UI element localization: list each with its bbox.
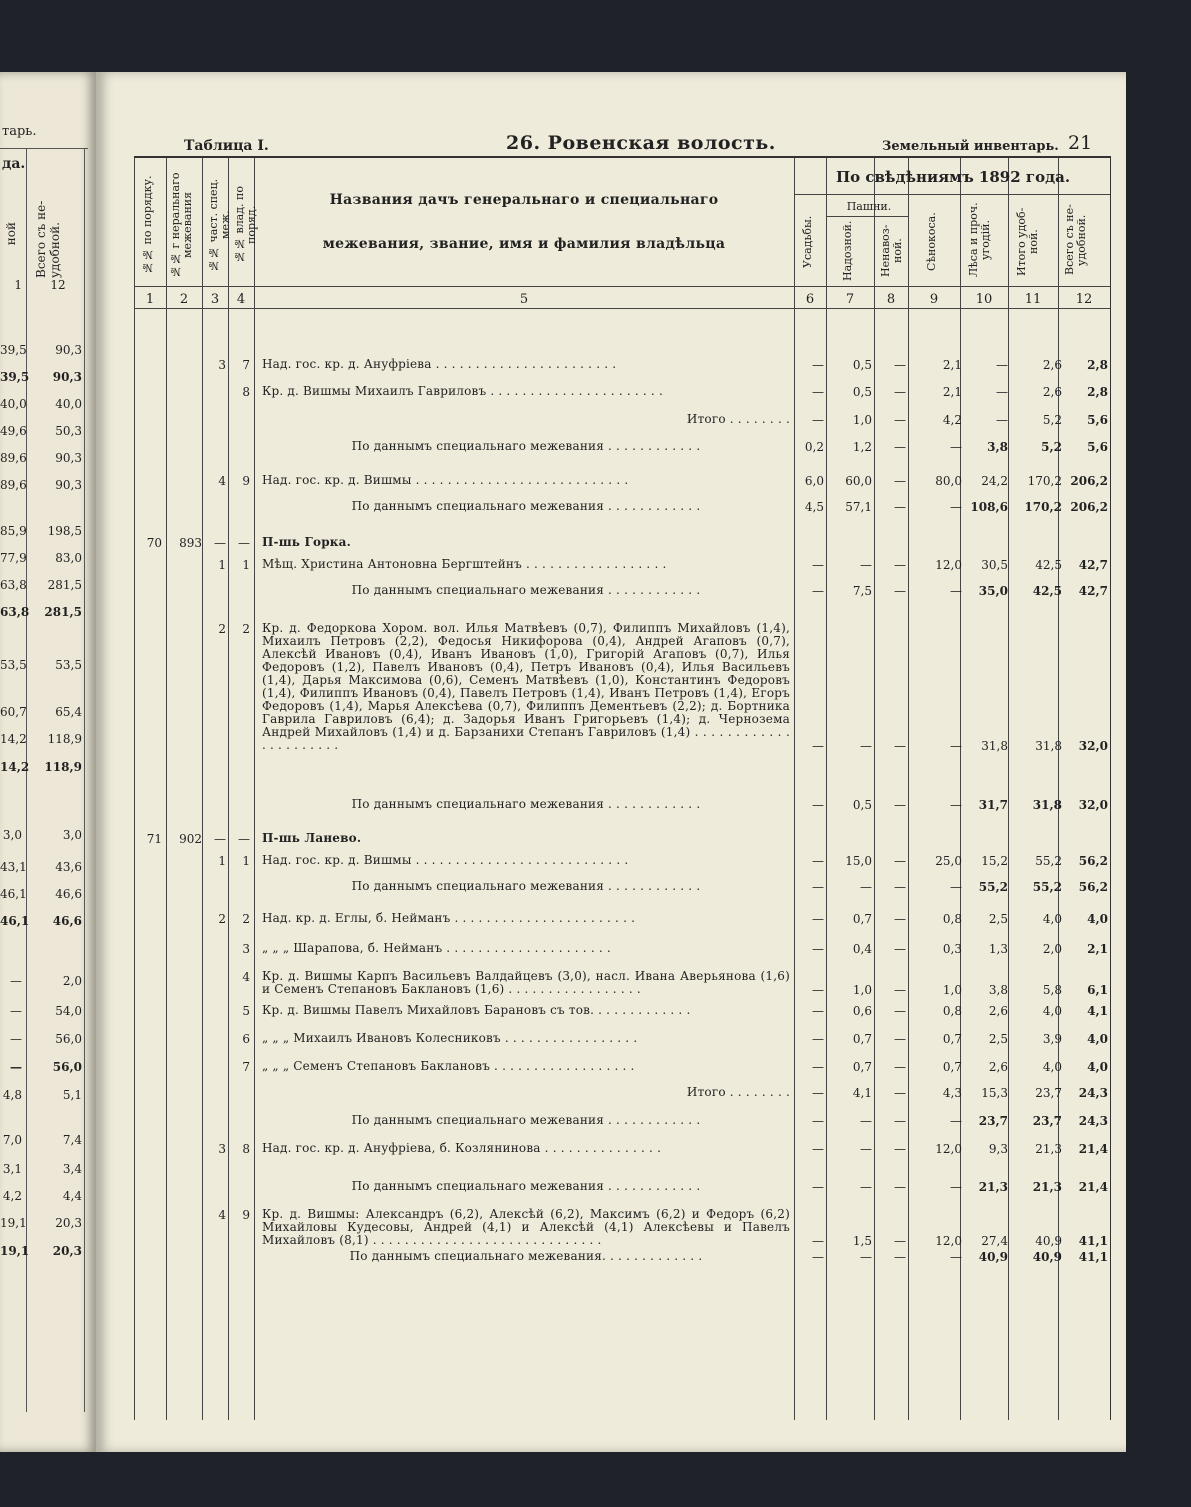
left-page-row: 46,1 46,6: [0, 887, 82, 901]
row-n4: 8: [242, 1142, 250, 1156]
cell-col-9: 0,8: [942, 1004, 962, 1018]
cell-col-6: —: [812, 558, 824, 572]
col-number: 4: [236, 292, 246, 307]
row-description: Над. гос. кр. д. Вишмы . . . . . . . . . . . . . . . . . . . . . . . . . . .: [262, 853, 629, 867]
cell-col-11: 40,9: [1035, 1234, 1062, 1248]
cell-col-6: —: [812, 1060, 824, 1074]
cell-col-8: —: [894, 500, 906, 514]
cell-col-12: 32,0: [1078, 798, 1108, 812]
row-n3: 1: [218, 558, 226, 572]
row-description: „ „ „ Семенъ Степановъ Баклановъ . . . . . . . . . . . . . . . . . .: [262, 1059, 635, 1073]
left-page-row: 19,1 20,3: [0, 1216, 82, 1230]
cell-col-10: 2,5: [988, 912, 1008, 926]
cell-col-9: —: [950, 440, 962, 454]
section-title: Земельный инвентарь.: [882, 139, 1059, 154]
left-page-header: тарь.: [2, 124, 37, 139]
left-page-row: 49,6 50,3: [0, 424, 82, 438]
cell-col-8: —: [894, 413, 906, 427]
cell-col-11: 5,2: [1042, 413, 1062, 427]
cell-col-8: —: [894, 739, 906, 753]
cell-col-12: 41,1: [1078, 1234, 1108, 1248]
left-page-row: — 56,0: [10, 1032, 82, 1046]
cell-col-11: 21,3: [1032, 1180, 1062, 1194]
cell-col-10: —: [996, 385, 1008, 399]
left-page-subheader: да.: [2, 156, 26, 172]
cell-col-6: —: [812, 385, 824, 399]
row-n4: 6: [242, 1032, 250, 1046]
col-header-5-line2: межевания, звание, имя и фамилия владѣльца: [322, 236, 726, 252]
cell-col-9: —: [950, 1180, 962, 1194]
row-n3: 1: [218, 854, 226, 868]
col-header-10: Лѣса и проч. угодій.: [967, 202, 992, 278]
cell-col-10: 9,3: [988, 1142, 1008, 1156]
left-page-row: — 56,0: [10, 1060, 82, 1074]
row-description: „ „ „ Шарапова, б. Нейманъ . . . . . . . . . . . . . . . . . . . . .: [262, 941, 611, 955]
left-col-label-2: Всего съ не-удобной.: [34, 200, 62, 278]
cell-col-8: —: [894, 440, 906, 454]
cell-col-6: —: [812, 1234, 824, 1248]
cell-col-9: 12,0: [935, 1234, 962, 1248]
left-page-row: 3,0 3,0: [2, 828, 82, 842]
cell-col-12: 32,0: [1078, 739, 1108, 753]
cell-col-7: —: [860, 880, 872, 894]
cell-col-8: —: [894, 854, 906, 868]
cell-col-10: 23,7: [978, 1114, 1008, 1128]
cell-col-8: —: [894, 1234, 906, 1248]
cell-col-7: —: [860, 1142, 872, 1156]
left-page-row: 39,5 90,3: [0, 343, 82, 357]
cell-col-6: —: [812, 1004, 824, 1018]
row-description: Кр. д. Вишмы Павелъ Михайловъ Барановъ съ тов. . . . . . . . . . . . .: [262, 1003, 691, 1017]
cell-col-8: —: [894, 358, 906, 372]
table-label: Таблица I.: [184, 138, 269, 154]
col-number: 1: [145, 292, 155, 307]
cell-col-9: 2,1: [942, 385, 962, 399]
cell-col-9: 12,0: [935, 1142, 962, 1156]
cell-col-10: 1,3: [988, 942, 1008, 956]
row-description: По даннымъ специальнаго межевания . . . . . . . . . . . .: [351, 797, 701, 811]
row-description: Итого . . . . . . . .: [686, 412, 790, 426]
row-description: Кр. д. Вишмы: Александръ (6,2), Алексѣй (6,2), Максимъ (6,2) и Федоръ (6,2) Михайловы Кудесовы, Андрей (4,1) и Алексѣй (4,1) Алексѣевы и Павелъ Михайловъ (8,1) . . . . . . . . . . . . . . . . . . . . . . . . . . . . .: [262, 1207, 790, 1247]
col-header-8: Ненавоз-ной.: [879, 224, 904, 278]
cell-col-7: 57,1: [845, 500, 872, 514]
cell-col-9: 1,0: [942, 983, 962, 997]
left-page-row: 40,0 40,0: [0, 397, 82, 411]
row-n4: 1: [242, 854, 250, 868]
cell-col-6: —: [812, 358, 824, 372]
cell-col-9: 0,3: [942, 942, 962, 956]
cell-col-8: —: [894, 1180, 906, 1194]
cell-col-10: 2,6: [988, 1060, 1008, 1074]
cell-col-8: —: [894, 1060, 906, 1074]
left-page-row: 7,0 7,4: [2, 1133, 82, 1147]
left-page-row: 89,6 90,3: [0, 451, 82, 465]
cell-col-7: 0,7: [852, 1060, 872, 1074]
col-header-6: Усадьбы.: [801, 215, 814, 269]
cell-col-6: —: [812, 880, 824, 894]
cell-col-7: 1,2: [852, 440, 872, 454]
left-col-label-1: ной: [4, 222, 18, 246]
col-header-1: №№ по порядку.: [141, 175, 154, 275]
left-page-row: 43,1 43,6: [0, 860, 82, 874]
row-n4: 9: [242, 1208, 250, 1222]
row-description: Над. гос. кр. д. Ануфріева . . . . . . . . . . . . . . . . . . . . . . .: [262, 357, 617, 371]
cell-col-8: —: [894, 912, 906, 926]
cell-col-12: 4,0: [1087, 1032, 1108, 1046]
cell-col-12: 4,1: [1087, 1004, 1108, 1018]
cell-col-12: 2,8: [1087, 358, 1108, 372]
cell-col-9: 80,0: [935, 474, 962, 488]
row-n4: 3: [242, 942, 250, 956]
cell-col-12: 42,7: [1078, 558, 1108, 572]
inventory-table: [134, 156, 1111, 1420]
cell-col-6: —: [812, 1086, 824, 1100]
col-header-9: Сѣнокоса.: [925, 212, 938, 272]
row-description: По даннымъ специальнаго межевания . . . . . . . . . . . .: [351, 439, 701, 453]
cell-col-10: —: [996, 413, 1008, 427]
cell-col-9: 12,0: [935, 558, 962, 572]
left-page-row: 77,9 83,0: [0, 551, 82, 565]
row-n3: 4: [218, 474, 226, 488]
cell-col-10: 3,8: [988, 983, 1008, 997]
cell-col-12: 6,1: [1087, 983, 1108, 997]
cell-col-8: —: [894, 798, 906, 812]
row-n4: 7: [242, 1060, 250, 1074]
row-n2: 902: [179, 832, 202, 846]
left-page-row: 14,2 118,9: [0, 760, 82, 774]
row-description: Кр. д. Вишмы Михаилъ Гавриловъ . . . . . . . . . . . . . . . . . . . . . .: [262, 384, 663, 398]
row-description: Над. кр. д. Еглы, б. Нейманъ . . . . . . . . . . . . . . . . . . . . . . .: [262, 911, 636, 925]
cell-col-6: 0,2: [804, 440, 824, 454]
row-description: По даннымъ специальнаго межевания . . . . . . . . . . . .: [351, 499, 701, 513]
left-page-row: 3,1 3,4: [2, 1162, 82, 1176]
col-number: 12: [1075, 292, 1093, 307]
cell-col-6: —: [812, 942, 824, 956]
cell-col-9: 2,1: [942, 358, 962, 372]
cell-col-7: 60,0: [845, 474, 872, 488]
cell-col-10: 15,2: [981, 854, 1008, 868]
row-n4: 2: [242, 622, 250, 636]
cell-col-9: 0,7: [942, 1032, 962, 1046]
row-n1: 70: [146, 536, 162, 550]
cell-col-11: 42,5: [1032, 584, 1062, 598]
cell-col-11: 170,2: [1024, 500, 1062, 514]
left-page-row: 46,1 46,6: [0, 914, 82, 928]
cell-col-12: 42,7: [1078, 584, 1108, 598]
cell-col-8: —: [894, 558, 906, 572]
cell-col-11: 40,9: [1032, 1250, 1062, 1264]
cell-col-10: 40,9: [978, 1250, 1008, 1264]
cell-col-7: 0,5: [852, 358, 872, 372]
cell-col-10: 31,8: [981, 739, 1008, 753]
cell-col-7: 0,5: [852, 385, 872, 399]
cell-col-12: 206,2: [1070, 474, 1108, 488]
cell-col-7: 1,0: [852, 983, 872, 997]
row-n3: 3: [218, 1142, 226, 1156]
row-description: По даннымъ специальнаго межевания . . . . . . . . . . . .: [351, 879, 701, 893]
left-col-numbers: 1 12: [14, 278, 66, 292]
cell-col-9: 25,0: [935, 854, 962, 868]
cell-col-7: 0,6: [852, 1004, 872, 1018]
cell-col-12: 21,4: [1078, 1142, 1108, 1156]
cell-col-9: —: [950, 798, 962, 812]
col-number: 2: [179, 292, 189, 307]
cell-col-12: 24,3: [1078, 1114, 1108, 1128]
cell-col-11: 2,0: [1042, 942, 1062, 956]
row-description: По даннымъ специальнаго межевания. . . . . . . . . . . . .: [349, 1249, 703, 1263]
cell-col-8: —: [894, 584, 906, 598]
cell-col-9: 0,8: [942, 912, 962, 926]
cell-col-9: —: [950, 880, 962, 894]
cell-col-8: —: [894, 1032, 906, 1046]
left-page-row: 4,8 5,1: [2, 1088, 82, 1102]
row-description: Мѣщ. Христина Антоновна Бергштейнъ . . . . . . . . . . . . . . . . . .: [262, 557, 667, 571]
cell-col-7: —: [860, 1250, 872, 1264]
left-page-row: 39,5 90,3: [0, 370, 82, 384]
cell-col-7: —: [860, 1114, 872, 1128]
cell-col-12: 4,0: [1087, 912, 1108, 926]
cell-col-9: —: [950, 739, 962, 753]
col-number: 3: [210, 292, 220, 307]
row-n3: —: [214, 832, 226, 846]
cell-col-6: —: [812, 1180, 824, 1194]
cell-col-11: 23,7: [1032, 1114, 1062, 1128]
col-header-4: №№ влад. по поряд.: [233, 186, 258, 264]
cell-col-7: 1,5: [852, 1234, 872, 1248]
cell-col-9: —: [950, 1250, 962, 1264]
cell-col-11: 23,7: [1035, 1086, 1062, 1100]
col-header-12: Всего съ не-удобной.: [1063, 204, 1088, 276]
row-n4: —: [238, 832, 250, 846]
cell-col-9: —: [950, 1114, 962, 1128]
cell-col-10: 3,8: [987, 440, 1008, 454]
cell-col-11: 2,6: [1042, 385, 1062, 399]
cell-col-7: 4,1: [852, 1086, 872, 1100]
row-n3: 3: [218, 358, 226, 372]
left-page-row: 85,9 198,5: [0, 524, 82, 538]
cell-col-11: 4,0: [1042, 1060, 1062, 1074]
cell-col-12: 5,6: [1087, 440, 1108, 454]
row-description: „ „ „ Михаилъ Ивановъ Колесниковъ . . . . . . . . . . . . . . . . .: [262, 1031, 638, 1045]
left-page-row: 19,1 20,3: [0, 1244, 82, 1258]
cell-col-7: —: [860, 739, 872, 753]
row-n4: 4: [242, 970, 250, 984]
cell-col-7: 15,0: [845, 854, 872, 868]
row-n4: 7: [242, 358, 250, 372]
row-description: Кр. д. Вишмы Карпъ Васильевъ Валдайцевъ (3,0), насл. Ивана Аверьянова (1,6) и Семенъ Степановъ Баклановъ (1,6) . . . . . . . . . . . . . . . . .: [262, 969, 790, 996]
year-header: По свѣдѣниямъ 1892 года.: [835, 168, 1071, 186]
cell-col-12: 24,3: [1078, 1086, 1108, 1100]
cell-col-12: 56,2: [1078, 854, 1108, 868]
cell-col-10: —: [996, 358, 1008, 372]
col-number: 5: [519, 292, 529, 307]
row-description: Над. гос. кр. д. Ануфріева, б. Козлянинова . . . . . . . . . . . . . . .: [262, 1141, 662, 1155]
pashni-header: Пашни.: [846, 200, 892, 213]
row-n3: 4: [218, 1208, 226, 1222]
left-page-row: 89,6 90,3: [0, 478, 82, 492]
col-number: 6: [805, 292, 815, 307]
cell-col-12: 41,1: [1078, 1250, 1108, 1264]
cell-col-6: 6,0: [804, 474, 824, 488]
cell-col-6: —: [812, 912, 824, 926]
row-n3: 2: [218, 912, 226, 926]
cell-col-7: 7,5: [852, 584, 872, 598]
cell-col-12: 56,2: [1078, 880, 1108, 894]
col-number: 7: [845, 292, 855, 307]
cell-col-10: 30,5: [981, 558, 1008, 572]
cell-col-8: —: [894, 1142, 906, 1156]
page-number: 21: [1068, 132, 1093, 154]
row-description: Итого . . . . . . . .: [686, 1085, 790, 1099]
row-n3: —: [214, 536, 226, 550]
col-header-7: Надозной.: [841, 220, 854, 282]
left-page-row: 14,2 118,9: [0, 732, 82, 746]
cell-col-6: —: [812, 854, 824, 868]
row-description: Кр. д. Федоркова Хором. вол. Илья Матвѣевъ (0,7), Филиппъ Михайловъ (1,4), Михаилъ Петровъ (2,2), Федосья Никифорова (0,4), Андрей Агаповъ (0,7), Алексѣй Ивановъ (0,4), Иванъ Ивановъ (1,0), Григорій Агаповъ (0,7), Илья Федоровъ (1,2), Павелъ Ивановъ (0,4), Петръ Ивановъ (0,4), Илья Васильевъ (1,4), Дарья Максимова (0,6), Семенъ Матвѣевъ (1,0), Константинъ Федоровъ (1,4), Филиппъ Ивановъ (0,4), Павелъ Петровъ (1,4), Иванъ Петровъ (1,4), Егоръ Федоровъ (1,4), Марья Алексѣева (0,7), Филиппъ Дементьевъ (2,2); д. Бортника Гаврила Гавриловъ (6,4); д. Задорья Иванъ Григорьевъ (1,4); д. Черноземa Андрей Михайловъ (1,4) и д. Барзанихи Степанъ Гавриловъ (1,4) . . . . . . . . . . . . . . . . . . . . . .: [262, 621, 790, 752]
cell-col-11: 31,8: [1032, 798, 1062, 812]
cell-col-7: 0,7: [852, 1032, 872, 1046]
left-page-row: — 54,0: [10, 1004, 82, 1018]
cell-col-8: —: [894, 385, 906, 399]
row-description: По даннымъ специальнаго межевания . . . . . . . . . . . .: [351, 1113, 701, 1127]
col-number: 8: [886, 292, 896, 307]
row-n4: 9: [242, 474, 250, 488]
left-page-row: 63,8 281,5: [0, 578, 82, 592]
col-header-11: Итого удоб-ной.: [1015, 207, 1040, 277]
cell-col-7: —: [860, 558, 872, 572]
cell-col-6: —: [812, 1114, 824, 1128]
cell-col-10: 2,5: [988, 1032, 1008, 1046]
cell-col-8: —: [894, 880, 906, 894]
left-page-row: 53,5 53,5: [0, 658, 82, 672]
cell-col-11: 5,2: [1041, 440, 1062, 454]
right-page: [96, 72, 1126, 1452]
cell-col-10: 35,0: [978, 584, 1008, 598]
cell-col-9: —: [950, 500, 962, 514]
left-page-row: 60,7 65,4: [0, 705, 82, 719]
cell-col-12: 2,1: [1087, 942, 1108, 956]
left-page-row: — 2,0: [10, 974, 82, 988]
row-n1: 71: [146, 832, 162, 846]
cell-col-7: 1,0: [852, 413, 872, 427]
cell-col-7: —: [860, 1180, 872, 1194]
cell-col-8: —: [894, 474, 906, 488]
cell-col-11: 21,3: [1035, 1142, 1062, 1156]
cell-col-12: 4,0: [1087, 1060, 1108, 1074]
cell-col-8: —: [894, 1086, 906, 1100]
row-n3: 2: [218, 622, 226, 636]
row-description: Над. гос. кр. д. Вишмы . . . . . . . . . . . . . . . . . . . . . . . . . . .: [262, 473, 629, 487]
cell-col-6: —: [812, 983, 824, 997]
cell-col-11: 4,0: [1042, 912, 1062, 926]
cell-col-7: 0,5: [852, 798, 872, 812]
cell-col-9: 0,7: [942, 1060, 962, 1074]
cell-col-6: —: [812, 798, 824, 812]
cell-col-11: 3,9: [1042, 1032, 1062, 1046]
cell-col-8: —: [894, 1250, 906, 1264]
col-number: 9: [929, 292, 939, 307]
cell-col-12: 2,8: [1087, 385, 1108, 399]
cell-col-6: —: [812, 739, 824, 753]
row-description: П-шь Горка.: [262, 535, 352, 549]
row-n2: 893: [179, 536, 202, 550]
cell-col-10: 31,7: [978, 798, 1008, 812]
cell-col-11: 42,5: [1035, 558, 1062, 572]
row-n4: 8: [242, 385, 250, 399]
cell-col-11: 2,6: [1042, 358, 1062, 372]
cell-col-9: 4,2: [942, 413, 962, 427]
cell-col-11: 55,2: [1035, 854, 1062, 868]
cell-col-10: 24,2: [981, 474, 1008, 488]
cell-col-6: —: [812, 584, 824, 598]
cell-col-12: 5,6: [1087, 413, 1108, 427]
row-n4: 5: [242, 1004, 250, 1018]
cell-col-8: —: [894, 983, 906, 997]
col-number: 10: [975, 292, 993, 307]
left-page-fragment: [0, 72, 96, 1452]
col-header-5-line1: Названия дачъ генеральнаго и специальнаго: [329, 192, 719, 208]
row-description: По даннымъ специальнаго межевания . . . . . . . . . . . .: [351, 583, 701, 597]
cell-col-11: 5,8: [1042, 983, 1062, 997]
cell-col-11: 31,8: [1035, 739, 1062, 753]
cell-col-10: 108,6: [970, 500, 1008, 514]
col-header-2: №№ г неральнаго межевания: [169, 172, 194, 278]
cell-col-12: 206,2: [1070, 500, 1108, 514]
left-page-row: 4,2 4,4: [2, 1189, 82, 1203]
cell-col-7: 0,4: [852, 942, 872, 956]
row-description: По даннымъ специальнаго межевания . . . . . . . . . . . .: [351, 1179, 701, 1193]
row-n4: 2: [242, 912, 250, 926]
col-header-3: №№ част. спец. меж.: [207, 178, 232, 272]
cell-col-10: 15,3: [981, 1086, 1008, 1100]
cell-col-11: 170,2: [1027, 474, 1062, 488]
cell-col-12: 21,4: [1078, 1180, 1108, 1194]
cell-col-6: 4,5: [804, 500, 824, 514]
cell-col-8: —: [894, 1114, 906, 1128]
col-number: 11: [1024, 292, 1042, 307]
cell-col-10: 2,6: [988, 1004, 1008, 1018]
left-page-row: 63,8 281,5: [0, 605, 82, 619]
cell-col-6: —: [812, 1142, 824, 1156]
row-n4: 1: [242, 558, 250, 572]
cell-col-6: —: [812, 1250, 824, 1264]
cell-col-8: —: [894, 942, 906, 956]
cell-col-11: 4,0: [1042, 1004, 1062, 1018]
cell-col-7: 0,7: [852, 912, 872, 926]
cell-col-10: 55,2: [978, 880, 1008, 894]
cell-col-10: 27,4: [981, 1234, 1008, 1248]
cell-col-9: 4,3: [942, 1086, 962, 1100]
row-n4: —: [238, 536, 250, 550]
cell-col-10: 21,3: [978, 1180, 1008, 1194]
cell-col-6: —: [812, 1032, 824, 1046]
row-description: П-шь Ланево.: [262, 831, 362, 845]
cell-col-9: —: [950, 584, 962, 598]
cell-col-6: —: [812, 413, 824, 427]
cell-col-8: —: [894, 1004, 906, 1018]
cell-col-11: 55,2: [1032, 880, 1062, 894]
page-title: 26. Ровенская волость.: [506, 132, 776, 154]
